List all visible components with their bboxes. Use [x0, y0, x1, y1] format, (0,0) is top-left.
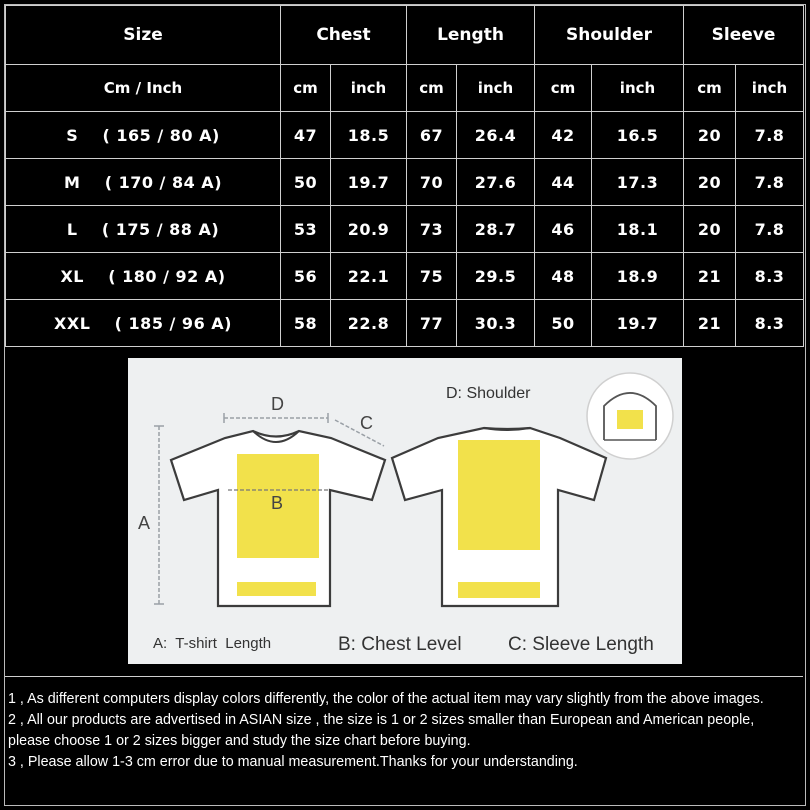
table-row	[6, 112, 804, 159]
sleeve-cm-cell: 21	[684, 253, 736, 300]
size-cell: XL ( 180 / 92 A)	[6, 253, 281, 300]
header-chest: Chest	[281, 6, 407, 65]
shoulder-cm-cell: 48	[535, 253, 592, 300]
chest-cm-cell: 58	[281, 300, 331, 347]
length-cm-cell: 70	[407, 159, 457, 206]
table-row	[6, 300, 804, 347]
table-header-row	[6, 6, 804, 65]
shoulder-inch-cell: 18.1	[592, 206, 684, 253]
measurement-diagram	[128, 358, 682, 664]
chest-cm-cell: 50	[281, 159, 331, 206]
length-cm-cell: 67	[407, 112, 457, 159]
table-subheader-row	[6, 65, 804, 112]
unit-inch: inch	[331, 65, 407, 112]
shoulder-cm-cell: 42	[535, 112, 592, 159]
size-table	[5, 5, 804, 347]
shoulder-inset	[587, 373, 673, 459]
header-shoulder: Shoulder	[535, 6, 684, 65]
chest-inch-cell: 22.8	[331, 300, 407, 347]
shoulder-dimension	[224, 413, 328, 423]
shoulder-cm-cell: 44	[535, 159, 592, 206]
length-cm-cell: 73	[407, 206, 457, 253]
shoulder-caption: D: Shoulder	[446, 385, 531, 402]
shoulder-inch-cell: 16.5	[592, 112, 684, 159]
sleeve-cm-cell: 21	[684, 300, 736, 347]
unit-inch: inch	[592, 65, 684, 112]
length-inch-cell: 29.5	[457, 253, 535, 300]
caption-b: B: Chest Level	[338, 634, 462, 655]
unit-cm: cm	[684, 65, 736, 112]
shoulder-cm-cell: 50	[535, 300, 592, 347]
note-line: please choose 1 or 2 sizes bigger and study the size chart before buying.	[8, 733, 471, 749]
caption-a: A: T-shirt Length	[153, 635, 272, 652]
tshirt-diagram-svg	[128, 358, 682, 664]
note-line: 3 , Please allow 1-3 cm error due to manual measurement.Thanks for your understanding.	[8, 754, 578, 770]
sleeve-cm-cell: 20	[684, 206, 736, 253]
header-size: Size	[6, 6, 281, 65]
shoulder-inch-cell: 19.7	[592, 300, 684, 347]
chest-cm-cell: 53	[281, 206, 331, 253]
unit-inch: inch	[457, 65, 535, 112]
chest-inch-cell: 18.5	[331, 112, 407, 159]
size-cell: XXL ( 185 / 96 A)	[6, 300, 281, 347]
table-row	[6, 159, 804, 206]
label-a: A	[138, 513, 151, 533]
chest-inch-cell: 19.7	[331, 159, 407, 206]
chest-cm-cell: 56	[281, 253, 331, 300]
note-line: 1 , As different computers display colors differently, the color of the actual item may vary slightly from the above images.	[8, 691, 764, 707]
length-inch-cell: 28.7	[457, 206, 535, 253]
size-cell: L ( 175 / 88 A)	[6, 206, 281, 253]
note-line: 2 , All our products are advertised in ASIAN size , the size is 1 or 2 sizes smaller than European and American people,	[8, 712, 755, 728]
sleeve-inch-cell: 7.8	[736, 112, 804, 159]
sleeve-inch-cell: 8.3	[736, 253, 804, 300]
length-cm-cell: 75	[407, 253, 457, 300]
length-cm-cell: 77	[407, 300, 457, 347]
length-inch-cell: 30.3	[457, 300, 535, 347]
notes-section	[5, 676, 803, 802]
length-inch-cell: 27.6	[457, 159, 535, 206]
label-c: C	[360, 413, 373, 433]
label-b: B	[271, 493, 284, 513]
shoulder-cm-cell: 46	[535, 206, 592, 253]
shoulder-inch-cell: 17.3	[592, 159, 684, 206]
unit-cm: cm	[407, 65, 457, 112]
unit-label: Cm / Inch	[6, 65, 281, 112]
tshirt-front	[171, 431, 385, 606]
tshirt-back	[392, 428, 606, 606]
length-inch-cell: 26.4	[457, 112, 535, 159]
header-sleeve: Sleeve	[684, 6, 804, 65]
unit-cm: cm	[281, 65, 331, 112]
unit-cm: cm	[535, 65, 592, 112]
sleeve-inch-cell: 7.8	[736, 206, 804, 253]
table-row	[6, 206, 804, 253]
sleeve-inch-cell: 8.3	[736, 300, 804, 347]
size-cell: S ( 165 / 80 A)	[6, 112, 281, 159]
label-d: D	[271, 394, 284, 414]
chest-inch-cell: 22.1	[331, 253, 407, 300]
chest-inch-cell: 20.9	[331, 206, 407, 253]
size-cell: M ( 170 / 84 A)	[6, 159, 281, 206]
unit-inch: inch	[736, 65, 804, 112]
caption-c: C: Sleeve Length	[508, 634, 654, 655]
shoulder-inch-cell: 18.9	[592, 253, 684, 300]
length-arrow	[154, 426, 164, 604]
header-length: Length	[407, 6, 535, 65]
sleeve-cm-cell: 20	[684, 159, 736, 206]
sleeve-cm-cell: 20	[684, 112, 736, 159]
chest-cm-cell: 47	[281, 112, 331, 159]
sleeve-inch-cell: 7.8	[736, 159, 804, 206]
table-row	[6, 253, 804, 300]
